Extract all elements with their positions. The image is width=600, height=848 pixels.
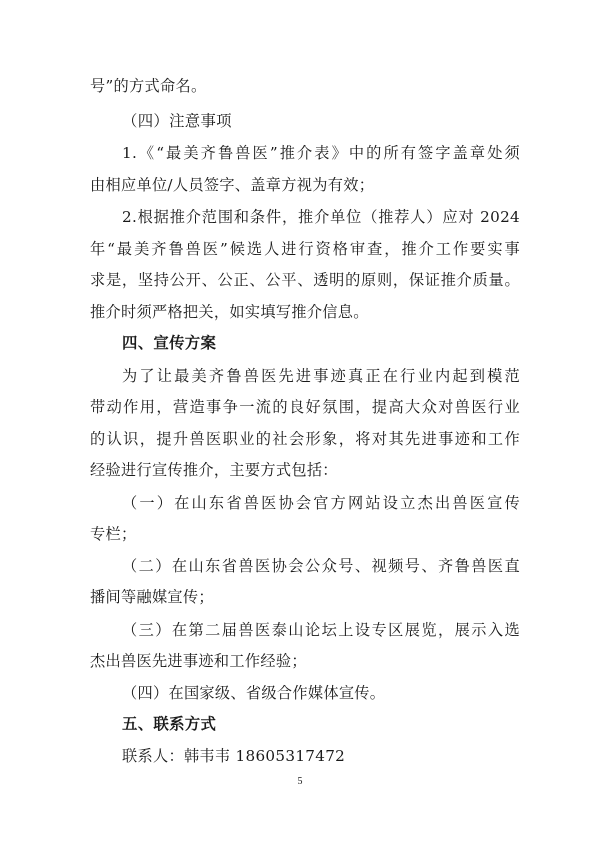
text-line: 专栏；	[90, 525, 137, 543]
text-line: 由相应单位/人员签字、盖章方视为有效；	[90, 176, 375, 194]
text-line: 年“最美齐鲁兽医”候选人进行资格审查，推介工作要实事	[90, 240, 520, 258]
text-line: （四）在国家级、省级合作媒体宣传。	[122, 684, 386, 702]
text-line: 号”的方式命名。	[90, 77, 207, 95]
text-line: 推介时须严格把关，如实填写推介信息。	[90, 303, 369, 321]
text-line: 播间等融媒宣传；	[90, 588, 214, 606]
text-line: 带动作用，营造事争一流的良好氛围，提高大众对兽医行业	[90, 398, 520, 416]
page-number: 5	[297, 776, 303, 787]
section-heading-publicity: 四、宣传方案	[122, 334, 217, 352]
text-line: 杰出兽医先进事迹和工作经验；	[90, 652, 307, 670]
text-line: （三）在第二届兽医泰山论坛上设专区展览，展示入选	[122, 621, 520, 639]
text-line: 经验进行宣传推介，主要方式包括：	[90, 461, 338, 479]
text-line: 2.根据推介范围和条件，推介单位（推荐人）应对 2024	[122, 208, 520, 226]
text-line: 为了让最美齐鲁兽医先进事迹真正在行业内起到模范	[122, 367, 520, 385]
text-line: （二）在山东省兽医协会公众号、视频号、齐鲁兽医直	[122, 557, 520, 575]
subheading-notes: （四）注意事项	[122, 112, 232, 130]
text-line: 求是，坚持公开、公正、公平、透明的原则，保证推介质量。	[90, 271, 520, 289]
text-line: 1.《“最美齐鲁兽医”推介表》中的所有签字盖章处须	[122, 144, 520, 162]
text-line: （一）在山东省兽医协会官方网站设立杰出兽医宣传	[122, 494, 520, 512]
text-line: 的认识，提升兽医职业的社会形象，将对其先进事迹和工作	[90, 430, 520, 448]
section-heading-contact: 五、联系方式	[122, 715, 217, 733]
contact-line: 联系人：韩韦韦 18605317472	[122, 747, 346, 765]
